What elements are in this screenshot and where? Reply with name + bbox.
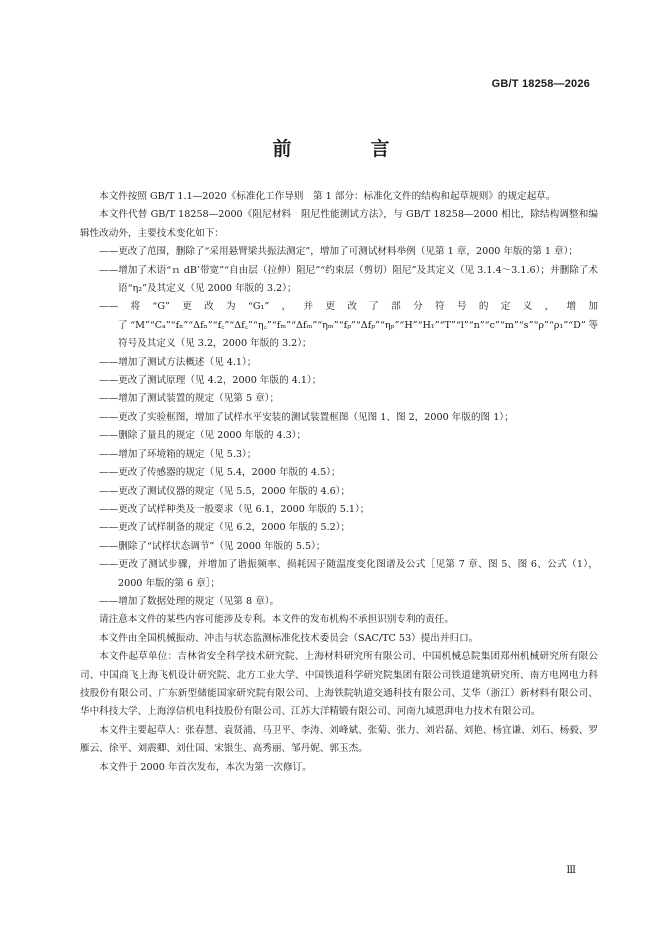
list-item: ——更改了范围，删除了“采用悬臂梁共振法测定”，增加了可测试材料举例（见第 1 章，2000 年版的第 1 章）； [99, 246, 579, 258]
page-title: 前 言 [272, 138, 420, 160]
list-item: ——删除了“试样状态调节”（见 2000 年版的 5.5）； [99, 540, 326, 552]
page-number: Ⅲ [566, 865, 576, 876]
technical-changes-list [80, 243, 598, 611]
list-item: ——删除了量具的规定（见 2000 年版的 4.3）； [99, 430, 307, 442]
document-body [80, 188, 598, 777]
publication-history: 本文件于 2000 年首次发布，本次为第一次修订。 [99, 761, 312, 773]
list-item: ——更改了试样制备的规定（见 6.2，2000 年版的 5.2）； [99, 522, 351, 534]
list-item: ——增加了数据处理的规定（见第 8 章）。 [99, 595, 280, 607]
list-item: ——更改了传感器的规定（见 5.4，2000 年版的 4.5）； [99, 467, 341, 479]
list-item: ——增加了测试方法概述（见 4.1）； [99, 356, 257, 368]
drafting-organizations: 本文件起草单位：吉林省安全科学技术研究院、上海材料研究所有限公司、中国机械总院集团郑州机械研究所有限公司、中国商飞上海飞机设计研究院、北方工业大学、中国铁道科学研究院集团有限公司铁道建筑研究所、南方电网电力科技股份有限公司、广东新型储能国家研究院有限公司、上海铁院轨道交通科技有限公司、艾华（浙江）新材料有限公司、华中科技大学、上海淳信机电科技股份有限公司、江苏大洋精锻有限公司、河南九域恩湃电力技术有限公司。 [80, 651, 598, 718]
list-item: ——更改了测试仪器的规定（见 5.5，2000 年版的 4.6）； [99, 485, 351, 497]
list-item: ——增加了环境箱的规定（见 5.3）； [99, 448, 257, 460]
intro-paragraph: 本文件代替 GB/T 18258—2000《阻尼材料 阻尼性能测试方法》，与 GB/T 18258—2000 相比，除结构调整和编辑性改动外，主要技术变化如下： [80, 209, 598, 239]
list-item: ——更改了试样种类及一般要求（见 6.1，2000 年版的 5.1）； [99, 503, 370, 515]
drafters: 本文件主要起草人：张春慧、袁贤浦、马卫平、李涛、刘峰斌、张菊、张力、刘岩磊、刘艳、杨宜谦、刘石、杨毅、罗雁云、徐平、刘震卿、刘仕国、宋银生、高秀丽、邹丹妮、郭玉杰。 [80, 724, 598, 755]
committee-statement: 本文件由全国机械振动、冲击与状态监测标准化技术委员会（SAC/TC 53）提出并归口。 [99, 632, 479, 644]
list-item: ——增加了术语“ｎ dB’带宽”“自由层（拉伸）阻尼”“约束层（剪切）阻尼”及其定义（见 3.1.4～3.1.6）；并删除了术语“η₂”及其定义（见 2000 年版的 3.2）； [99, 264, 598, 295]
list-item: ——更改了测试步骤，并增加了谐振频率、损耗因子随温度变化图谱及公式［见第 7 章、图 5、图 6、公式（1），2000 年版的第 6 章］； [99, 559, 598, 589]
list-item: ——更改了测试原理（见 4.2，2000 年版的 4.1）； [99, 375, 322, 387]
patent-notice: 请注意本文件的某些内容可能涉及专利。本文件的发布机构不承担识别专利的责任。 [99, 614, 454, 626]
standard-number: GB/T 18258—2026 [491, 78, 590, 90]
list-item: ——将“G”更改为“G₁”，并更改了部分符号的定义，增加了“M”“Cₐ”“fₙ”“Δfₙ”“f꜀”“Δf꜀”“η꜀”“fₘ”“Δfₘ”“ηₘ”“fₚ”“Δfₚ”“ηₚ”“H”“H₁”“T”“l”“n”“c”“m”“s”“ρ”“ρ₁”“D”等符号及其定义（见 3.2，2000 年版的 3.2）； [99, 301, 598, 350]
list-item: ——增加了测试装置的规定（见第 5 章）； [99, 393, 280, 405]
intro-paragraph: 本文件按照 GB/T 1.1—2020《标准化工作导则 第 1 部分：标准化文件的结构和起草规则》的规定起草。 [99, 191, 556, 202]
list-item: ——更改了实验框图，增加了试样水平安装的测试装置框图（见图 1、图 2，2000 年版的图 1）； [99, 411, 514, 423]
